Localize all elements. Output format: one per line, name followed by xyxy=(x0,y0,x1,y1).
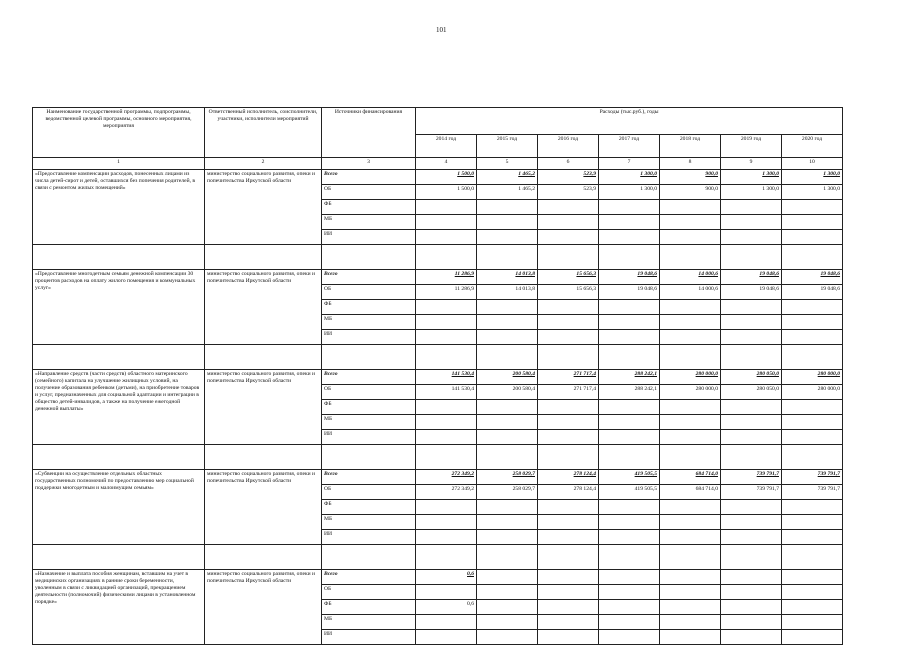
amount-cell xyxy=(599,200,660,215)
amount-cell: 200 580,4 xyxy=(477,385,538,400)
amount-cell xyxy=(721,315,782,330)
amount-cell: 272 349,2 xyxy=(416,485,477,500)
amount-cell: 1 300,0 xyxy=(721,185,782,200)
amount-cell: 900,0 xyxy=(660,185,721,200)
amount-cell xyxy=(538,215,599,230)
amount-cell xyxy=(416,585,477,600)
amount-cell xyxy=(599,215,660,230)
amount-cell xyxy=(477,630,538,645)
amount-cell xyxy=(477,300,538,315)
amount-cell xyxy=(782,600,843,615)
header-year: 2015 год xyxy=(477,135,538,158)
amount-cell: 1 300,0 xyxy=(599,170,660,185)
amount-cell: 19 048,6 xyxy=(599,285,660,300)
amount-cell xyxy=(416,430,477,445)
amount-cell: 1 465,2 xyxy=(477,185,538,200)
column-number: 3 xyxy=(322,158,416,170)
amount-cell: 900,0 xyxy=(660,170,721,185)
amount-cell xyxy=(599,400,660,415)
section-spacer xyxy=(33,245,843,270)
executor-cell: министерство социального развития, опеки и попечительства Иркутской области xyxy=(205,170,322,245)
amount-cell xyxy=(416,230,477,245)
amount-cell: 1 300,0 xyxy=(782,170,843,185)
amount-cell xyxy=(660,200,721,215)
amount-cell: 684 714,0 xyxy=(660,485,721,500)
table-row xyxy=(33,370,843,385)
funding-source-cell: Всего xyxy=(322,270,416,285)
header-year: 2016 год xyxy=(538,135,599,158)
program-name-cell: «Назначение и выплата пособия женщинам, вставшим на учет в медицинских организациях в ранние сроки беременности, уволенным в связи с ликвидацией организаций, прекращением деятельности (полномочий) физическими лицами в установленном порядке» xyxy=(33,570,205,645)
amount-cell: 278 124,4 xyxy=(538,485,599,500)
amount-cell: 19 048,6 xyxy=(782,270,843,285)
amount-cell: 14 000,6 xyxy=(660,285,721,300)
amount-cell: 523,9 xyxy=(538,170,599,185)
amount-cell: 1 500,0 xyxy=(416,170,477,185)
funding-source-cell: ФБ xyxy=(322,300,416,315)
amount-cell xyxy=(660,515,721,530)
amount-cell xyxy=(721,230,782,245)
amount-cell xyxy=(660,530,721,545)
amount-cell: 11 286,9 xyxy=(416,285,477,300)
funding-source-cell: ОБ xyxy=(322,585,416,600)
amount-cell xyxy=(721,530,782,545)
amount-cell xyxy=(721,330,782,345)
amount-cell xyxy=(538,515,599,530)
amount-cell: 1 300,0 xyxy=(721,170,782,185)
amount-cell xyxy=(477,430,538,445)
amount-cell xyxy=(477,230,538,245)
amount-cell xyxy=(721,615,782,630)
amount-cell xyxy=(599,415,660,430)
funding-source-cell: ОБ xyxy=(322,285,416,300)
amount-cell xyxy=(782,230,843,245)
amount-cell xyxy=(477,315,538,330)
amount-cell xyxy=(660,430,721,445)
amount-cell xyxy=(721,570,782,585)
amount-cell xyxy=(477,500,538,515)
amount-cell: 419 505,5 xyxy=(599,485,660,500)
amount-cell xyxy=(660,630,721,645)
amount-cell xyxy=(416,200,477,215)
amount-cell: 0,6 xyxy=(416,600,477,615)
funding-source-cell: МБ xyxy=(322,615,416,630)
amount-cell xyxy=(599,500,660,515)
amount-cell xyxy=(782,200,843,215)
program-name-cell: «Предоставление компенсации расходов, понесенных лицами из числа детей-сирот и детей, оставшихся без попечения родителей, в связи с ремонтом жилых помещений» xyxy=(33,170,205,245)
amount-cell xyxy=(416,530,477,545)
amount-cell xyxy=(782,400,843,415)
amount-cell xyxy=(416,615,477,630)
amount-cell xyxy=(599,515,660,530)
header-source: Источники финансирования xyxy=(322,108,416,158)
column-number: 5 xyxy=(477,158,538,170)
amount-cell: 258 029,7 xyxy=(477,485,538,500)
amount-cell xyxy=(416,415,477,430)
amount-cell xyxy=(538,315,599,330)
amount-cell: 1 300,0 xyxy=(599,185,660,200)
amount-cell: 288 242,1 xyxy=(599,370,660,385)
amount-cell: 272 349,2 xyxy=(416,470,477,485)
amount-cell: 15 656,3 xyxy=(538,270,599,285)
amount-cell xyxy=(721,630,782,645)
amount-cell xyxy=(538,230,599,245)
table-row xyxy=(33,170,843,185)
amount-cell xyxy=(660,400,721,415)
amount-cell xyxy=(660,600,721,615)
amount-cell: 278 124,4 xyxy=(538,470,599,485)
amount-cell: 288 242,1 xyxy=(599,385,660,400)
amount-cell xyxy=(660,570,721,585)
column-number: 9 xyxy=(721,158,782,170)
amount-cell xyxy=(538,415,599,430)
amount-cell xyxy=(538,400,599,415)
column-number: 1 xyxy=(33,158,205,170)
amount-cell xyxy=(721,400,782,415)
amount-cell xyxy=(660,585,721,600)
funding-source-cell: МБ xyxy=(322,315,416,330)
funding-source-cell: Всего xyxy=(322,570,416,585)
amount-cell xyxy=(477,400,538,415)
amount-cell xyxy=(660,330,721,345)
amount-cell xyxy=(538,530,599,545)
funding-source-cell: ИИ xyxy=(322,630,416,645)
amount-cell: 200 580,4 xyxy=(477,370,538,385)
amount-cell xyxy=(599,230,660,245)
amount-cell xyxy=(721,500,782,515)
page-number: 101 xyxy=(436,26,447,34)
expenses-table xyxy=(32,107,843,645)
amount-cell xyxy=(782,615,843,630)
amount-cell xyxy=(538,430,599,445)
funding-source-cell: МБ xyxy=(322,415,416,430)
funding-source-cell: ОБ xyxy=(322,385,416,400)
amount-cell xyxy=(599,330,660,345)
table-row xyxy=(33,570,843,585)
amount-cell xyxy=(721,300,782,315)
amount-cell xyxy=(538,200,599,215)
amount-cell xyxy=(477,570,538,585)
funding-source-cell: МБ xyxy=(322,515,416,530)
amount-cell: 141 530,4 xyxy=(416,385,477,400)
section-spacer xyxy=(33,345,843,370)
amount-cell xyxy=(477,585,538,600)
amount-cell: 19 048,6 xyxy=(721,270,782,285)
column-number: 6 xyxy=(538,158,599,170)
amount-cell xyxy=(782,430,843,445)
column-number: 4 xyxy=(416,158,477,170)
amount-cell xyxy=(599,585,660,600)
header-expenses: Расходы (тыс.руб.), годы xyxy=(416,108,843,135)
section-spacer xyxy=(33,445,843,470)
amount-cell xyxy=(782,330,843,345)
amount-cell xyxy=(599,300,660,315)
funding-source-cell: ФБ xyxy=(322,400,416,415)
amount-cell: 271 717,4 xyxy=(538,385,599,400)
amount-cell: 15 656,3 xyxy=(538,285,599,300)
amount-cell xyxy=(416,300,477,315)
amount-cell: 271 717,4 xyxy=(538,370,599,385)
amount-cell xyxy=(599,630,660,645)
amount-cell: 419 505,5 xyxy=(599,470,660,485)
amount-cell xyxy=(660,615,721,630)
amount-cell xyxy=(782,530,843,545)
amount-cell xyxy=(538,500,599,515)
amount-cell xyxy=(599,600,660,615)
amount-cell xyxy=(599,615,660,630)
amount-cell xyxy=(599,315,660,330)
amount-cell: 684 714,0 xyxy=(660,470,721,485)
header-year: 2020 год xyxy=(782,135,843,158)
amount-cell xyxy=(477,615,538,630)
column-number: 8 xyxy=(660,158,721,170)
amount-cell: 739 791,7 xyxy=(721,485,782,500)
column-number: 7 xyxy=(599,158,660,170)
funding-source-cell: Всего xyxy=(322,170,416,185)
amount-cell: 141 530,4 xyxy=(416,370,477,385)
amount-cell: 280 000,0 xyxy=(660,370,721,385)
amount-cell xyxy=(782,570,843,585)
amount-cell: 19 048,6 xyxy=(721,285,782,300)
amount-cell xyxy=(660,415,721,430)
column-number: 10 xyxy=(782,158,843,170)
header-year: 2019 год xyxy=(721,135,782,158)
funding-source-cell: ИИ xyxy=(322,330,416,345)
amount-cell: 739 791,7 xyxy=(721,470,782,485)
funding-source-cell: Всего xyxy=(322,470,416,485)
amount-cell xyxy=(782,515,843,530)
funding-source-cell: Всего xyxy=(322,370,416,385)
funding-source-cell: МБ xyxy=(322,215,416,230)
executor-cell: министерство социального развития, опеки и попечительства Иркутской области xyxy=(205,570,322,645)
funding-source-cell: ИИ xyxy=(322,530,416,545)
amount-cell xyxy=(538,570,599,585)
amount-cell xyxy=(599,530,660,545)
column-number: 2 xyxy=(205,158,322,170)
amount-cell: 280 000,0 xyxy=(782,385,843,400)
amount-cell xyxy=(538,600,599,615)
amount-cell: 19 048,6 xyxy=(599,270,660,285)
amount-cell xyxy=(721,515,782,530)
program-name-cell: «Направление средств (части средств) областного материнского (семейного) капитала на улучшение жилищных условий, на получение образования ребенком (детьми), на приобретение товаров и услуг, предназначенных для социальной адаптации и интеграции в общество детей-инвалидов, а также на получение ежегодной денежной выплаты» xyxy=(33,370,205,445)
amount-cell: 280 050,0 xyxy=(721,385,782,400)
amount-cell: 14 013,8 xyxy=(477,285,538,300)
header-program-name: Наименование государственной программы, подпрограммы, ведомственной целевой программы, основного мероприятия, мероприятия xyxy=(33,108,205,158)
amount-cell xyxy=(782,215,843,230)
amount-cell: 19 048,6 xyxy=(782,285,843,300)
amount-cell: 1 300,0 xyxy=(782,185,843,200)
amount-cell xyxy=(599,430,660,445)
amount-cell xyxy=(538,300,599,315)
amount-cell xyxy=(477,600,538,615)
amount-cell xyxy=(782,315,843,330)
amount-cell xyxy=(599,570,660,585)
amount-cell xyxy=(721,200,782,215)
program-name-cell: «Предоставление многодетным семьям денежной компенсации 30 процентов расходов на оплату жилого помещения и коммунальных услуг» xyxy=(33,270,205,345)
amount-cell xyxy=(416,400,477,415)
funding-source-cell: ФБ xyxy=(322,500,416,515)
amount-cell xyxy=(416,630,477,645)
amount-cell xyxy=(721,585,782,600)
funding-source-cell: ИИ xyxy=(322,230,416,245)
amount-cell xyxy=(660,315,721,330)
amount-cell: 1 465,2 xyxy=(477,170,538,185)
table-row xyxy=(33,470,843,485)
amount-cell xyxy=(782,500,843,515)
amount-cell xyxy=(477,330,538,345)
section-spacer xyxy=(33,545,843,570)
amount-cell xyxy=(782,585,843,600)
funding-source-cell: ИИ xyxy=(322,430,416,445)
amount-cell xyxy=(660,230,721,245)
funding-source-cell: ОБ xyxy=(322,485,416,500)
executor-cell: министерство социального развития, опеки и попечительства Иркутской области xyxy=(205,370,322,445)
amount-cell: 523,9 xyxy=(538,185,599,200)
amount-cell xyxy=(721,415,782,430)
amount-cell xyxy=(477,200,538,215)
table-row xyxy=(33,270,843,285)
amount-cell: 280 000,0 xyxy=(660,385,721,400)
header-year: 2018 год xyxy=(660,135,721,158)
executor-cell: министерство социального развития, опеки и попечительства Иркутской области xyxy=(205,270,322,345)
amount-cell: 14 000,6 xyxy=(660,270,721,285)
executor-cell: министерство социального развития, опеки и попечительства Иркутской области xyxy=(205,470,322,545)
amount-cell: 280 050,0 xyxy=(721,370,782,385)
amount-cell: 0,6 xyxy=(416,570,477,585)
amount-cell: 1 500,0 xyxy=(416,185,477,200)
amount-cell xyxy=(538,330,599,345)
amount-cell xyxy=(416,500,477,515)
amount-cell: 739 791,7 xyxy=(782,485,843,500)
amount-cell xyxy=(782,300,843,315)
header-year: 2017 год xyxy=(599,135,660,158)
program-name-cell: «Субвенции на осуществление отдельных областных государственных полномочий по предоставлению мер социальной поддержки многодетным и малоимущим семьям» xyxy=(33,470,205,545)
amount-cell xyxy=(660,215,721,230)
amount-cell: 739 791,7 xyxy=(782,470,843,485)
amount-cell xyxy=(782,630,843,645)
amount-cell: 14 013,8 xyxy=(477,270,538,285)
amount-cell xyxy=(477,415,538,430)
amount-cell xyxy=(660,300,721,315)
amount-cell xyxy=(477,515,538,530)
amount-cell xyxy=(538,615,599,630)
amount-cell xyxy=(721,600,782,615)
funding-source-cell: ОБ xyxy=(322,185,416,200)
funding-source-cell: ФБ xyxy=(322,200,416,215)
amount-cell: 280 000,0 xyxy=(782,370,843,385)
amount-cell xyxy=(721,430,782,445)
amount-cell: 11 286,9 xyxy=(416,270,477,285)
amount-cell xyxy=(477,215,538,230)
funding-source-cell: ФБ xyxy=(322,600,416,615)
amount-cell xyxy=(477,530,538,545)
header-year: 2014 год xyxy=(416,135,477,158)
amount-cell: 258 029,7 xyxy=(477,470,538,485)
amount-cell xyxy=(538,585,599,600)
amount-cell xyxy=(782,415,843,430)
header-executor: Ответственный исполнитель, соисполнители, участники, исполнители мероприятий xyxy=(205,108,322,158)
amount-cell xyxy=(538,630,599,645)
amount-cell xyxy=(660,500,721,515)
amount-cell xyxy=(416,215,477,230)
amount-cell xyxy=(416,330,477,345)
amount-cell xyxy=(416,315,477,330)
amount-cell xyxy=(416,515,477,530)
amount-cell xyxy=(721,215,782,230)
